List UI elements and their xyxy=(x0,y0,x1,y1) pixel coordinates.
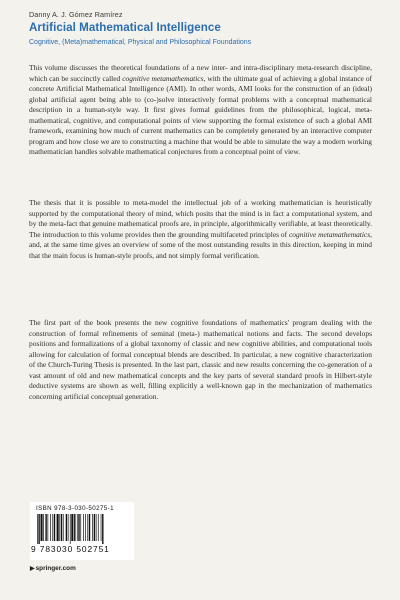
paragraph-text-run: This volume discusses the theoretical foundations of a new inter- and intra-disciplinary meta-research discipline, which can be succinctly called xyxy=(29,63,372,83)
paragraph-text-run: The thesis that it is possible to meta-model the intellectual job of a working mathematician is heuristically supported by the computational theory of mind, which posits that the mind is in fact a computational system, and by the meta-fact that genuine mathematical proofs are, in principle, algorithmically verifiable, at least theoretically. The introduction to this volume provides then the grounding multifaceted principles of xyxy=(29,198,372,239)
emphasized-term: cognitive metamathematics xyxy=(288,229,371,239)
blurb-paragraph-3 xyxy=(29,318,372,402)
paragraph-text-run: , and, at the same time gives an overview of some of the most outstanding results in this direction, keeping in mind that the main focus is human-style proofs, and not simply formal verification. xyxy=(29,229,372,260)
author-name: Danny A. J. Gómez Ramírez xyxy=(29,10,123,19)
book-subtitle: Cognitive, (Meta)mathematical, Physical and Philosophical Foundations xyxy=(29,39,252,46)
publisher-label: springer.com xyxy=(35,565,76,572)
emphasized-term: cognitive metamathematics xyxy=(122,73,204,83)
blurb-paragraph-2 xyxy=(29,198,372,261)
paragraph-text-run: , with the ultimate goal of achieving a global instance of concrete Artificial Mathematical Intelligence (AMI). In other words, AMI looks for the construction of an (ideal) global artificial agent being able to (co-)solve interactively formal problems with a conceptual mathematical description in a human-style way. It first gives formal guidelines from the philosophical, logical, meta-mathematical, cognitive, and computational points of view supporting the formal existence of such a global AMI framework, examining how much of current mathematics can be completely generated by an interactive computer program and how close we are to constructing a machine that would be able to simulate the way a modern working mathematician handles solvable mathematical conjectures from a conceptual point of view. xyxy=(29,73,373,156)
right-triangle-icon: ▶ xyxy=(30,566,35,572)
barcode-digits: 9 783030 502751 xyxy=(31,544,110,554)
barcode-icon xyxy=(36,514,130,544)
paragraph-text-run: The first part of the book presents the new cognitive foundations of mathematics' program dealing with the construction of formal refinements of seminal (meta-) mathematical notions and facts. The second develops positions and formalizations of a global taxonomy of classic and new cognitive abilities, and computational tools allowing for calculation of formal conceptual blends are described. In particular, a new cognitive characterization of the Church-Turing Thesis is presented. In the last part, classic and new results concerning the co-generation of a vast amount of old and new mathematical concepts and the key parts of several standard proofs in Hilbert-style deductive systems are shown as well, filling explicitly a well-known gap in the mechanization of mathematics concerning artificial conceptual generation. xyxy=(29,318,372,401)
isbn-barcode-block xyxy=(30,502,134,560)
publisher-link[interactable] xyxy=(30,565,76,572)
blurb-paragraph-1 xyxy=(29,63,372,158)
isbn-label: ISBN 978-3-030-50275-1 xyxy=(36,505,114,512)
book-title: Artificial Mathematical Intelligence xyxy=(29,21,221,34)
